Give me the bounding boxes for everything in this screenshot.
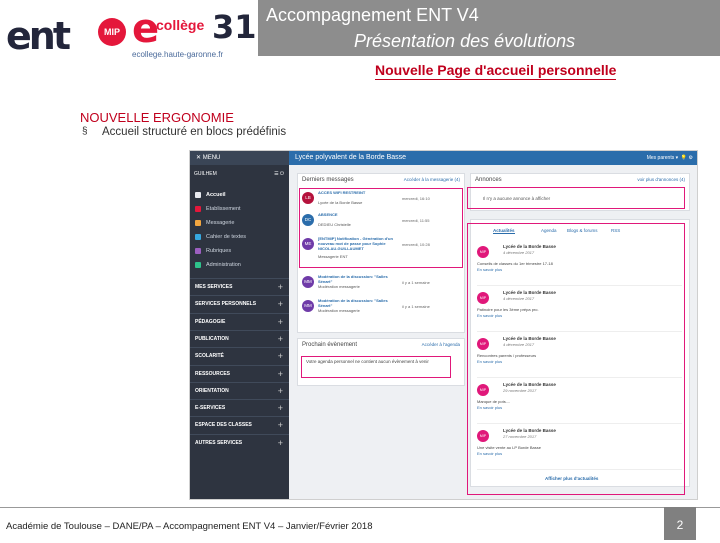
nav-item-icon [195,220,201,226]
message-title[interactable]: [ENTMIP] Notification - Génération d'un nouveau mot de passe pour Sophie NICOLAU-GUILLAUMET [318,236,393,251]
agenda-link[interactable]: Accéder à l'agenda [421,342,460,347]
mip-logo: MIP [98,18,126,46]
footer-text: Académie de Toulouse – DANE/PA – Accompagnement ENT V4 – Janvier/Février 2018 [6,521,373,532]
nav-item-2[interactable] [190,217,289,229]
news-highlight [467,223,685,495]
news-link[interactable]: En savoir plus [477,313,503,318]
news-date: 29 novembre 2017 [503,388,537,393]
slide-title-line1: Accompagnement ENT V4 [266,5,479,25]
message-avatar: MM [302,300,314,312]
news-date: 4 décembre 2017 [503,342,535,347]
news-source-icon: MIP [477,430,489,442]
messages-title: Derniers messages [302,177,354,183]
page-number: 2 [664,507,696,540]
news-link[interactable]: En savoir plus [477,267,503,272]
news-tab-2[interactable]: Blogs & forums [567,228,598,233]
messages-highlight [299,188,463,268]
expand-plus-icon[interactable]: + [277,299,283,310]
nav-item-label: Rubriques [206,248,232,254]
nav-item-label: Administration [206,262,241,268]
expand-plus-icon[interactable]: + [277,333,283,344]
annonces-link[interactable]: voir plus d'annonces (4) [637,177,685,182]
event-text: Votre agenda personnel ne contient aucun évènement à venir [306,359,429,364]
sidebar-section-5[interactable] [190,365,289,382]
message-avatar: DC [302,214,314,226]
sidebar-section-7[interactable] [190,399,289,416]
news-source: Lycée de la Borde Basse [503,244,556,249]
messages-link[interactable]: Accéder à la messagerie (4) [403,177,460,182]
nav-item-label: Messagerie [206,220,235,226]
news-source-icon: MIP [477,292,489,304]
sidebar-section-label: PÉDAGOGIE [195,318,226,325]
ecollege-logo-url: ecollege.haute-garonne.fr [132,50,224,59]
message-sender: Lycée de la Borde Basse [318,200,363,205]
parents-link[interactable]: Mes parents [646,155,675,161]
message-sender: Modération messagerie [318,284,360,289]
top-bar [289,151,698,165]
sidebar-section-label: MES SERVICES [195,284,233,290]
expand-plus-icon[interactable]: + [277,385,283,396]
nav-item-1[interactable] [190,203,289,215]
news-text: Patinoire pour les 3ème prépa pro. [477,307,539,312]
sidebar-section-label: AUTRES SERVICES [195,439,243,446]
message-avatar: ME [302,238,314,250]
message-item[interactable] [302,274,462,296]
ecollege-logo-text: collège [156,17,205,33]
user-actions-icon[interactable]: ☰ ⏻ [274,171,284,177]
message-date: mercredi, 11:55 [402,218,430,223]
news-text: Manque de pots.... [477,399,511,404]
news-link[interactable]: En savoir plus [477,451,503,456]
expand-plus-icon[interactable]: + [277,437,283,448]
sidebar-section-label: ORIENTATION [195,387,229,394]
school-name: Lycée polyvalent de la Borde Basse [295,154,407,161]
sidebar-section-8[interactable] [190,416,289,433]
message-date: mercredi, 10:28 [402,242,430,247]
message-avatar: LB [302,192,314,204]
message-avatar: MM [302,276,314,288]
nav-item-icon [195,262,201,268]
news-date: 27 novembre 2017 [503,434,537,439]
top-right-menu[interactable]: Mes parents ▾ 💡 ⚙ [646,155,693,161]
bullet-icon: § [82,126,88,137]
news-link[interactable]: En savoir plus [477,405,503,410]
message-title[interactable]: Modération de la discussion: "Salles Sénart" [318,298,388,308]
news-date: 4 décembre 2017 [503,296,535,301]
nav-item-3[interactable] [190,231,289,243]
news-tab-3[interactable]: RSS [611,228,621,233]
event-title: Prochain évènement [302,342,358,348]
expand-plus-icon[interactable]: + [277,403,283,414]
message-sender: DEDIEU Christelle [318,222,351,227]
message-title[interactable]: ABSENCE [318,212,338,217]
sidebar-section-label: SCOLARITÉ [195,353,224,360]
news-tab-1[interactable]: Agenda [541,228,557,233]
news-source: Lycée de la Borde Basse [503,290,556,295]
news-text: Une visite vente au LP Borde Basse [477,445,541,450]
sidebar-section-label: SERVICES PERSONNELS [195,301,257,308]
sidebar-section-9[interactable] [190,434,289,451]
nav-item-4[interactable] [190,245,289,257]
slide-title-line2: Présentation des évolutions [354,31,576,51]
annonces-empty: Il n'y a aucune annonce à afficher [483,196,551,201]
message-sender: Messagerie ENT [318,254,348,259]
bullet-text: Accueil structuré en blocs prédéfinis [102,126,287,138]
news-text: Conseils de classes du 1er trimestre 17-18 [477,261,553,266]
sidebar-section-label: E-SERVICES [195,405,226,412]
news-source-icon: MIP [477,338,489,350]
nav-item-5[interactable] [190,259,289,271]
nav-item-icon [195,206,201,212]
footer-divider [0,507,720,508]
news-source: Lycée de la Borde Basse [503,336,556,341]
news-source: Lycée de la Borde Basse [503,428,556,433]
nav-item-label: Accueil [206,192,226,198]
menu-label: MENU [202,155,221,161]
news-link[interactable]: En savoir plus [477,359,503,364]
news-source-icon: MIP [477,246,489,258]
annonces-highlight [467,187,685,209]
menu-bar[interactable]: ✕ MENU [190,151,289,165]
sidebar-section-4[interactable] [190,347,289,364]
message-date: il y a 1 semaine [402,304,430,309]
ent-app-screenshot [189,150,698,500]
ent-logo: ent [6,14,68,58]
nav-item-icon [195,234,201,240]
sidebar-section-2[interactable] [190,313,289,330]
event-highlight [301,356,451,378]
user-row[interactable] [194,171,286,177]
sidebar-section-1[interactable] [190,295,289,312]
message-date: mercredi, 16:10 [402,196,430,201]
nav-item-0[interactable] [190,189,289,201]
expand-plus-icon[interactable]: + [277,351,283,362]
annonces-title: Annonces [475,177,502,183]
message-date: il y a 1 semaine [402,280,430,285]
ecollege-logo-number: 31 [212,8,257,46]
sidebar [190,151,289,500]
section-title: NOUVELLE ERGONOMIE [80,110,234,125]
nav-item-icon [195,192,201,198]
message-title[interactable]: Modération de la discussion: "Salles Sénart" [318,274,388,284]
expand-plus-icon[interactable]: + [277,420,283,431]
sidebar-section-0[interactable] [190,278,289,295]
sidebar-section-label: PUBLICATION [195,335,229,342]
expand-plus-icon[interactable]: + [277,368,283,379]
sidebar-section-3[interactable] [190,330,289,347]
expand-plus-icon[interactable]: + [277,316,283,327]
message-item[interactable] [302,298,462,320]
news-text: Rencontres parents / professeurs [477,353,537,358]
nav-item-icon [195,248,201,254]
title-box [258,0,720,56]
news-date: 4 décembre 2017 [503,250,535,255]
news-source: Lycée de la Borde Basse [503,382,556,387]
sidebar-section-label: ESPACE DES CLASSES [195,422,252,429]
sidebar-section-6[interactable] [190,382,289,399]
nav-item-label: Etablissement [206,206,241,212]
sidebar-section-label: RESSOURCES [195,370,231,377]
message-title[interactable]: ACCES WIFI RESTREINT [318,190,366,195]
message-sender: Modération messagerie [318,308,360,313]
nav-item-label: Cahier de textes [206,234,247,240]
slide-subtitle: Nouvelle Page d'accueil personnelle [375,62,617,78]
ecollege-logo-e: e [132,6,160,52]
user-name: GUILHEM [194,171,217,177]
news-source-icon: MIP [477,384,489,396]
expand-plus-icon[interactable]: + [277,282,283,292]
news-tab-0[interactable]: Actualités [493,228,515,233]
more-news-link[interactable]: Afficher plus d'actualités [545,476,599,481]
